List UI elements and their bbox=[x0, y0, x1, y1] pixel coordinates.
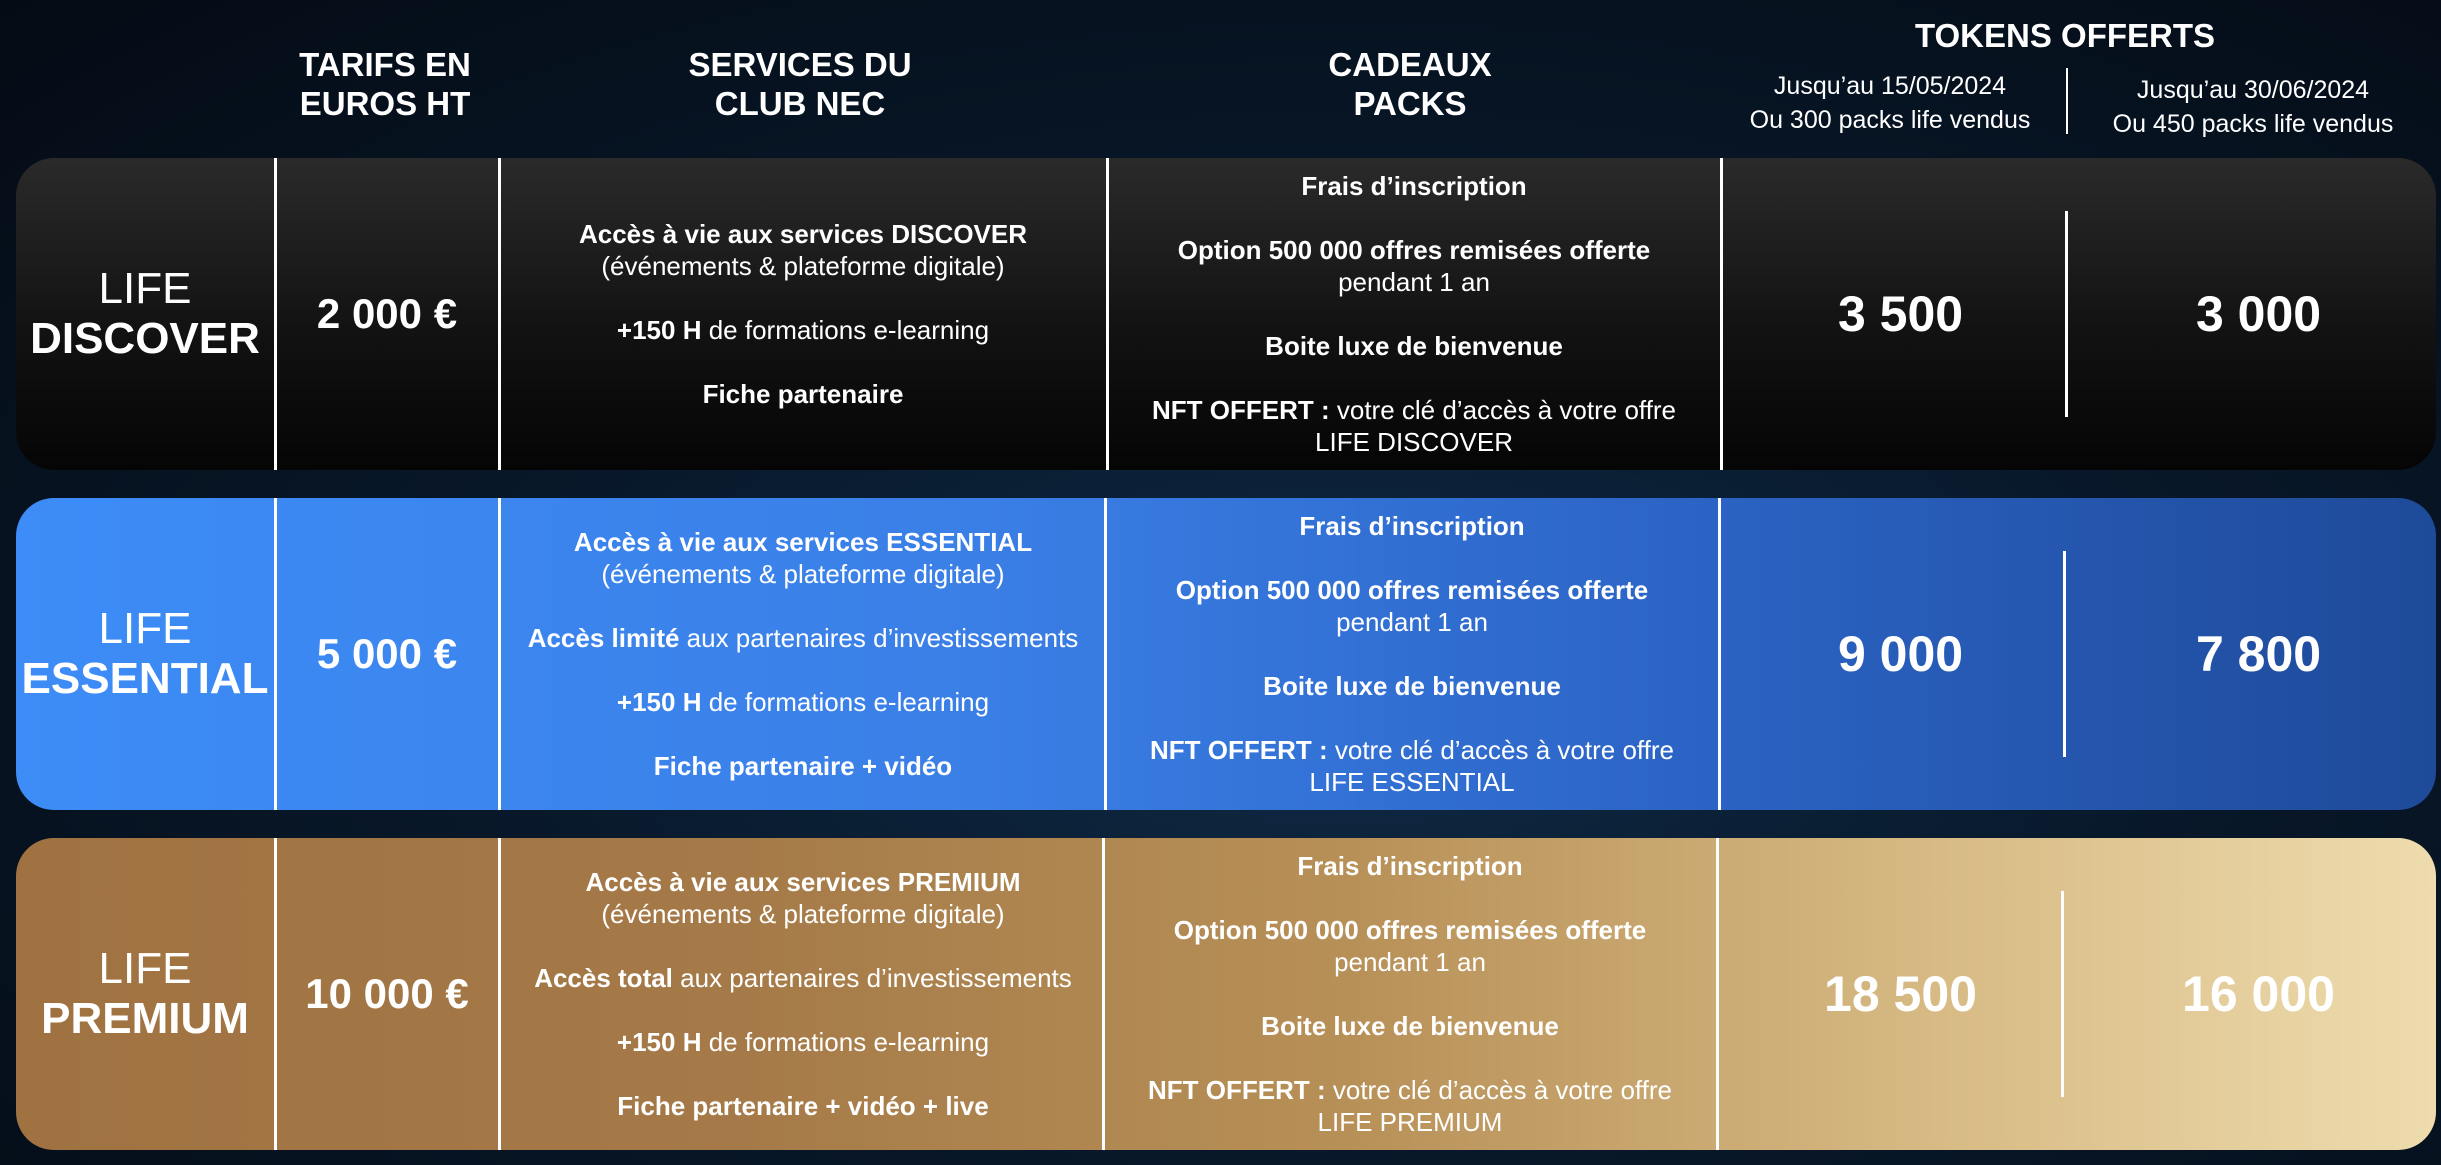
tokens-value-1: 3 500 bbox=[1837, 286, 1964, 342]
tokens-value-2: 3 000 bbox=[2195, 286, 2322, 342]
column-divider bbox=[1716, 838, 1719, 1150]
pack-price: 2 000 € bbox=[316, 290, 458, 337]
header-tokens-col2-line1: Jusqu’au 30/06/2024 bbox=[2136, 76, 2370, 104]
pack-prefix: LIFE bbox=[98, 944, 192, 993]
service-line bbox=[617, 314, 989, 346]
gift-line bbox=[1150, 734, 1674, 766]
header-tokens-col1-line2: Ou 300 packs life vendus bbox=[1749, 106, 2031, 134]
header-services-line1: SERVICES DU bbox=[688, 46, 912, 83]
gift-line: pendant 1 an bbox=[1338, 267, 1490, 297]
service-line: (événements & plateforme digitale) bbox=[601, 251, 1005, 281]
gift-line: Boite luxe de bienvenue bbox=[1263, 671, 1561, 701]
service-line: Fiche partenaire + vidéo + live bbox=[617, 1091, 989, 1121]
tokens-value-1: 9 000 bbox=[1837, 626, 1964, 682]
service-bold: Accès limité bbox=[527, 623, 680, 653]
service-line bbox=[528, 622, 1079, 654]
pack-prefix: LIFE bbox=[98, 604, 192, 653]
pack-name: DISCOVER bbox=[30, 314, 260, 363]
pack-name-cell bbox=[16, 838, 274, 1150]
gift-line bbox=[1148, 1074, 1672, 1106]
gift-bold: NFT OFFERT : bbox=[1148, 1075, 1326, 1105]
services-list bbox=[500, 838, 1106, 1150]
gift-bold: NFT OFFERT : bbox=[1152, 395, 1330, 425]
service-line: Accès à vie aux services DISCOVER bbox=[578, 219, 1028, 249]
service-line: (événements & plateforme digitale) bbox=[601, 899, 1005, 929]
gift-bold: NFT OFFERT : bbox=[1150, 735, 1328, 765]
header-tokens-col1 bbox=[1700, 69, 2080, 137]
gift-text: votre clé d’accès à votre offre bbox=[1327, 735, 1674, 765]
header-cadeaux-line1: CADEAUX bbox=[1328, 46, 1492, 83]
pack-name: PREMIUM bbox=[41, 994, 249, 1043]
gift-line: LIFE ESSENTIAL bbox=[1309, 767, 1515, 797]
gift-line: Frais d’inscription bbox=[1301, 171, 1527, 201]
pack-price: 10 000 € bbox=[305, 970, 469, 1017]
gifts-list bbox=[1108, 158, 1720, 470]
service-line bbox=[617, 686, 989, 718]
service-text: de formations e-learning bbox=[701, 1027, 990, 1057]
tokens-divider bbox=[2061, 891, 2064, 1097]
service-bold: +150 H bbox=[616, 1027, 702, 1057]
service-bold: +150 H bbox=[616, 687, 702, 717]
tokens-divider bbox=[2063, 551, 2066, 757]
gift-line: Frais d’inscription bbox=[1297, 851, 1523, 881]
gift-line: LIFE DISCOVER bbox=[1315, 427, 1513, 457]
header-services-line2: CLUB NEC bbox=[714, 85, 886, 122]
pack-prefix: LIFE bbox=[98, 264, 192, 313]
service-text: de formations e-learning bbox=[701, 687, 990, 717]
gift-line: Option 500 000 offres remisées offerte bbox=[1177, 235, 1651, 265]
header-tokens-col2 bbox=[2065, 73, 2441, 141]
gift-line: Frais d’inscription bbox=[1299, 511, 1525, 541]
gift-line: Boite luxe de bienvenue bbox=[1261, 1011, 1559, 1041]
pack-price: 5 000 € bbox=[316, 630, 458, 677]
gift-text: votre clé d’accès à votre offre bbox=[1329, 395, 1676, 425]
service-line: Fiche partenaire bbox=[702, 379, 904, 409]
pack-row-premium bbox=[16, 838, 2436, 1150]
service-bold: Accès total bbox=[534, 963, 673, 993]
service-line: (événements & plateforme digitale) bbox=[601, 559, 1005, 589]
services-list bbox=[500, 498, 1106, 810]
services-list bbox=[500, 158, 1106, 470]
tokens-value-1: 18 500 bbox=[1824, 966, 1977, 1022]
service-text: de formations e-learning bbox=[701, 315, 990, 345]
gift-line: Option 500 000 offres remisées offerte bbox=[1173, 915, 1647, 945]
header-tarifs bbox=[255, 45, 515, 123]
gifts-list bbox=[1106, 498, 1718, 810]
service-line bbox=[534, 962, 1072, 994]
pack-name-cell bbox=[16, 158, 274, 470]
gifts-list bbox=[1104, 838, 1716, 1150]
pack-name: ESSENTIAL bbox=[21, 654, 269, 703]
tokens-value-2: 16 000 bbox=[2182, 966, 2335, 1022]
service-line bbox=[617, 1026, 989, 1058]
gift-line bbox=[1152, 394, 1676, 426]
header-cadeaux bbox=[1210, 45, 1610, 123]
pack-row-essential bbox=[16, 498, 2436, 810]
gift-line: pendant 1 an bbox=[1334, 947, 1486, 977]
column-divider bbox=[1718, 498, 1721, 810]
service-line: Accès à vie aux services PREMIUM bbox=[585, 867, 1021, 897]
gift-line: pendant 1 an bbox=[1336, 607, 1488, 637]
tokens-value-2: 7 800 bbox=[2195, 626, 2322, 682]
service-line: Accès à vie aux services ESSENTIAL bbox=[573, 527, 1033, 557]
gift-line: LIFE PREMIUM bbox=[1317, 1107, 1503, 1137]
tokens-divider bbox=[2065, 211, 2068, 417]
gift-text: votre clé d’accès à votre offre bbox=[1325, 1075, 1672, 1105]
header-tokens-title: TOKENS OFFERTS bbox=[1914, 17, 2216, 54]
gift-line: Option 500 000 offres remisées offerte bbox=[1175, 575, 1649, 605]
service-line: Fiche partenaire + vidéo bbox=[653, 751, 953, 781]
header-tokens-col1-line1: Jusqu’au 15/05/2024 bbox=[1773, 72, 2007, 100]
service-text: aux partenaires d’investissements bbox=[672, 963, 1072, 993]
header-tokens-col2-line2: Ou 450 packs life vendus bbox=[2112, 110, 2394, 138]
service-bold: +150 H bbox=[616, 315, 702, 345]
pack-row-discover bbox=[16, 158, 2436, 470]
pack-name-cell bbox=[16, 498, 274, 810]
service-text: aux partenaires d’investissements bbox=[679, 623, 1079, 653]
header-cadeaux-line2: PACKS bbox=[1353, 85, 1467, 122]
header-services bbox=[600, 45, 1000, 123]
header-tarifs-line1: TARIFS EN bbox=[299, 46, 471, 83]
gift-line: Boite luxe de bienvenue bbox=[1265, 331, 1563, 361]
header-tarifs-line2: EUROS HT bbox=[299, 85, 471, 122]
